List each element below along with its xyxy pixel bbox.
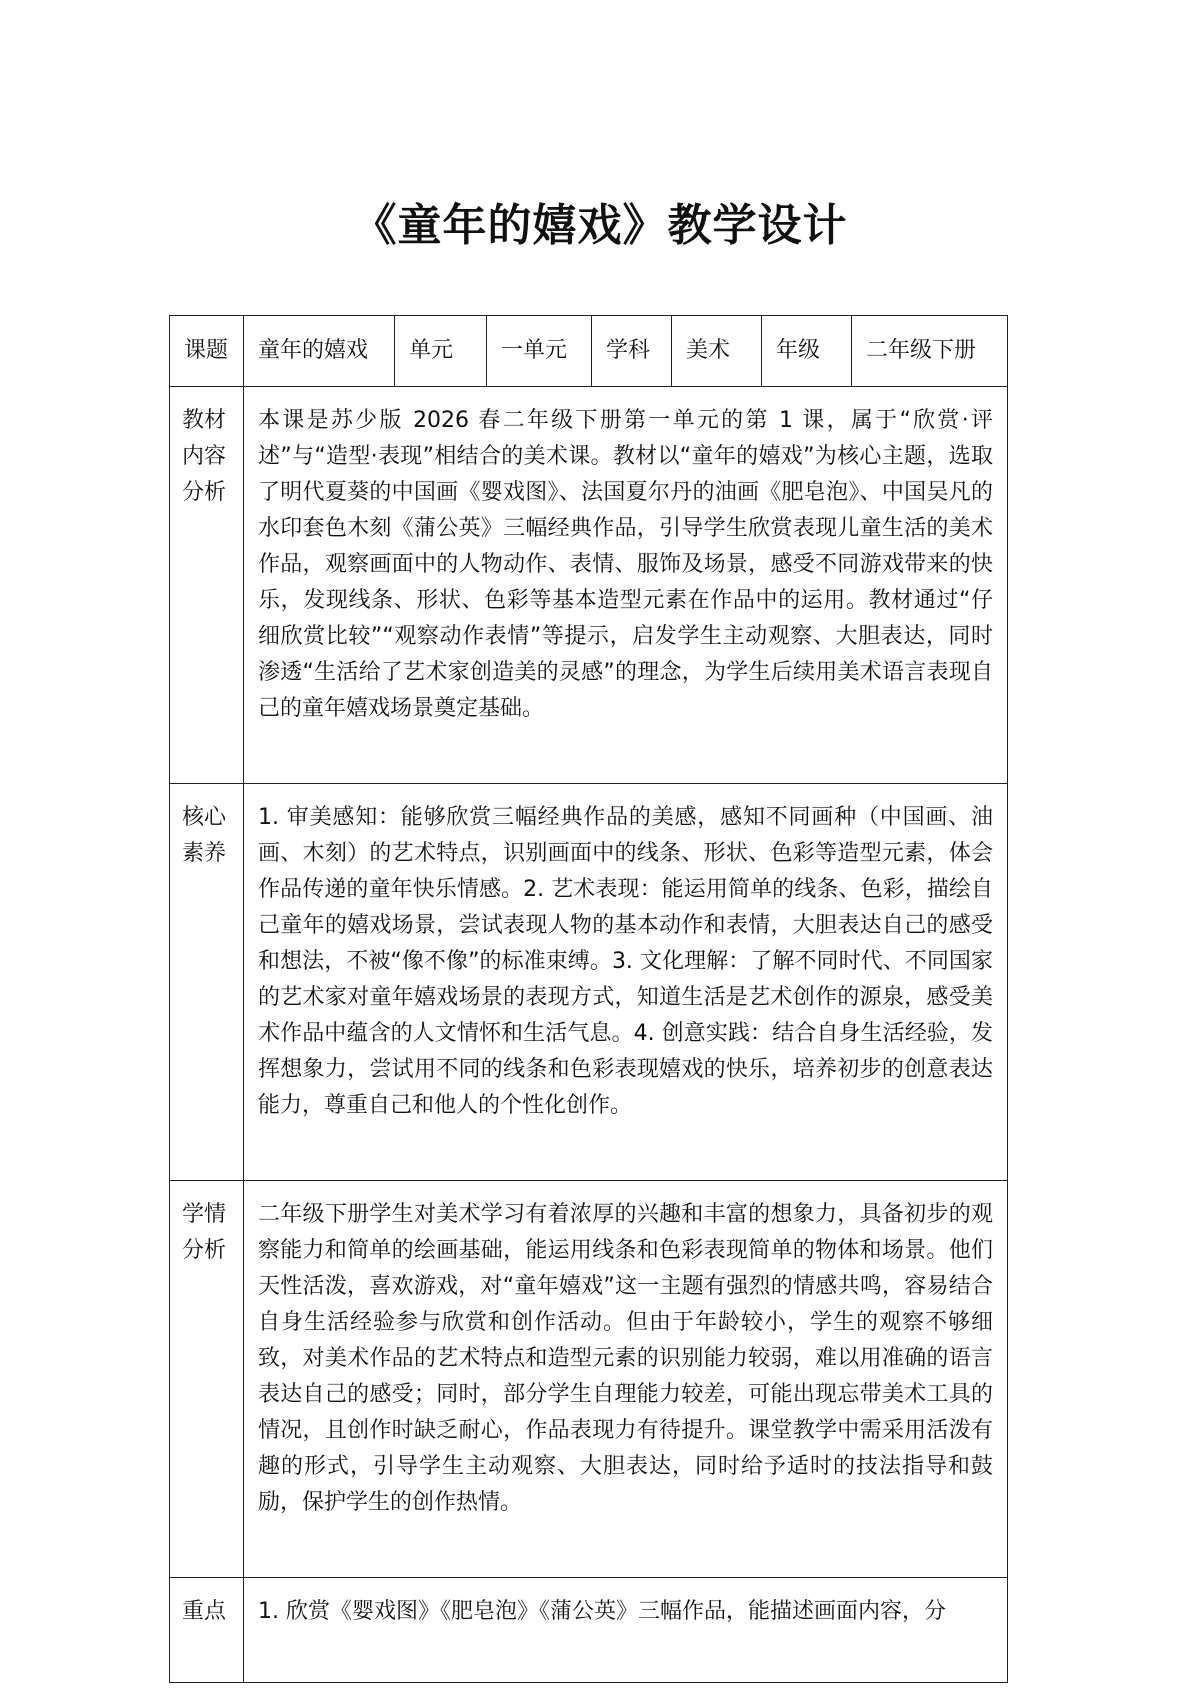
table-row-student-analysis (170, 1181, 1008, 1578)
grade-label: 年级 (762, 316, 852, 387)
subject-label: 学科 (592, 316, 672, 387)
row-label: 重点 (182, 1599, 227, 1624)
row-content: 本课是苏少版 2026 春二年级下册第一单元的第 1 课，属于“欣赏·评述”与“造型·表现”相结合的美术课。教材以“童年的嬉戏”为核心主题，选取了明代夏葵的中国画《婴戏图》、法国夏尔丹的油画《肥皂泡》、中国吴凡的水印套色木刻《蒲公英》三幅经典作品，引导学生欣赏表现儿童生活的美术作品，观察画面中的人物动作、表情、服饰及场景，感受不同游戏带来的快乐，发现线条、形状、色彩等基本造型元素在作品中的运用。教材通过“仔细欣赏比较”“观察动作表情”等提示，启发学生主动观察、大胆表达，同时渗透“生活给了艺术家创造美的灵感”的理念，为学生后续用美术语言表现自己的童年嬉戏场景奠定基础。 (244, 387, 1008, 784)
subject-value: 美术 (672, 316, 762, 387)
row-content: 1. 审美感知：能够欣赏三幅经典作品的美感，感知不同画种（中国画、油画、木刻）的艺术特点，识别画面中的线条、形状、色彩等造型元素，体会作品传递的童年快乐情感。2. 艺术表现：能运用简单的线条、色彩，描绘自己童年的嬉戏场景，尝试表现人物的基本动作和表情，大胆表达自己的感受和想法，不被“像不像”的标准束缚。3. 文化理解：了解不同时代、不同国家的艺术家对童年嬉戏场景的表现方式，知道生活是艺术创作的源泉，感受美术作品中蕴含的人文情怀和生活气息。4. 创意实践：结合自身生活经验，发挥想象力，尝试用不同的线条和色彩表现嬉戏的快乐，培养初步的创意表达能力，尊重自己和他人的个性化创作。 (244, 784, 1008, 1181)
row-label-cell (170, 1181, 244, 1578)
header-row (170, 316, 1008, 387)
row-content: 二年级下册学生对美术学习有着浓厚的兴趣和丰富的想象力，具备初步的观察能力和简单的绘画基础，能运用线条和色彩表现简单的物体和场景。他们天性活泼，喜欢游戏，对“童年嬉戏”这一主题有强烈的情感共鸣，容易结合自身生活经验参与欣赏和创作活动。但由于年龄较小，学生的观察不够细致，对美术作品的艺术特点和造型元素的识别能力较弱，难以用准确的语言表达自己的感受；同时，部分学生自理能力较差，可能出现忘带美术工具的情况，且创作时缺乏耐心，作品表现力有待提升。课堂教学中需采用活泼有趣的形式，引导学生主动观察、大胆表达，同时给予适时的技法指导和鼓励，保护学生的创作热情。 (244, 1181, 1008, 1578)
table-row-core-literacy (170, 784, 1008, 1181)
row-label: 核心素养 (182, 805, 227, 866)
topic-label: 课题 (170, 316, 244, 387)
row-label: 学情分析 (182, 1202, 227, 1263)
lesson-design-table (169, 315, 1008, 1683)
unit-value: 一单元 (487, 316, 592, 387)
row-content: 1. 欣赏《婴戏图》《肥皂泡》《蒲公英》三幅作品，能描述画面内容，分 (244, 1578, 1008, 1683)
row-label-cell (170, 784, 244, 1181)
row-label-cell (170, 387, 244, 784)
topic-value: 童年的嬉戏 (244, 316, 395, 387)
table-row-textbook-analysis (170, 387, 1008, 784)
unit-label: 单元 (395, 316, 487, 387)
page-title: 《童年的嬉戏》教学设计 (352, 200, 848, 251)
row-label-cell (170, 1578, 244, 1683)
grade-value: 二年级下册 (852, 316, 1008, 387)
row-label: 教材内容分析 (182, 408, 227, 505)
table-row-key-points (170, 1578, 1008, 1683)
